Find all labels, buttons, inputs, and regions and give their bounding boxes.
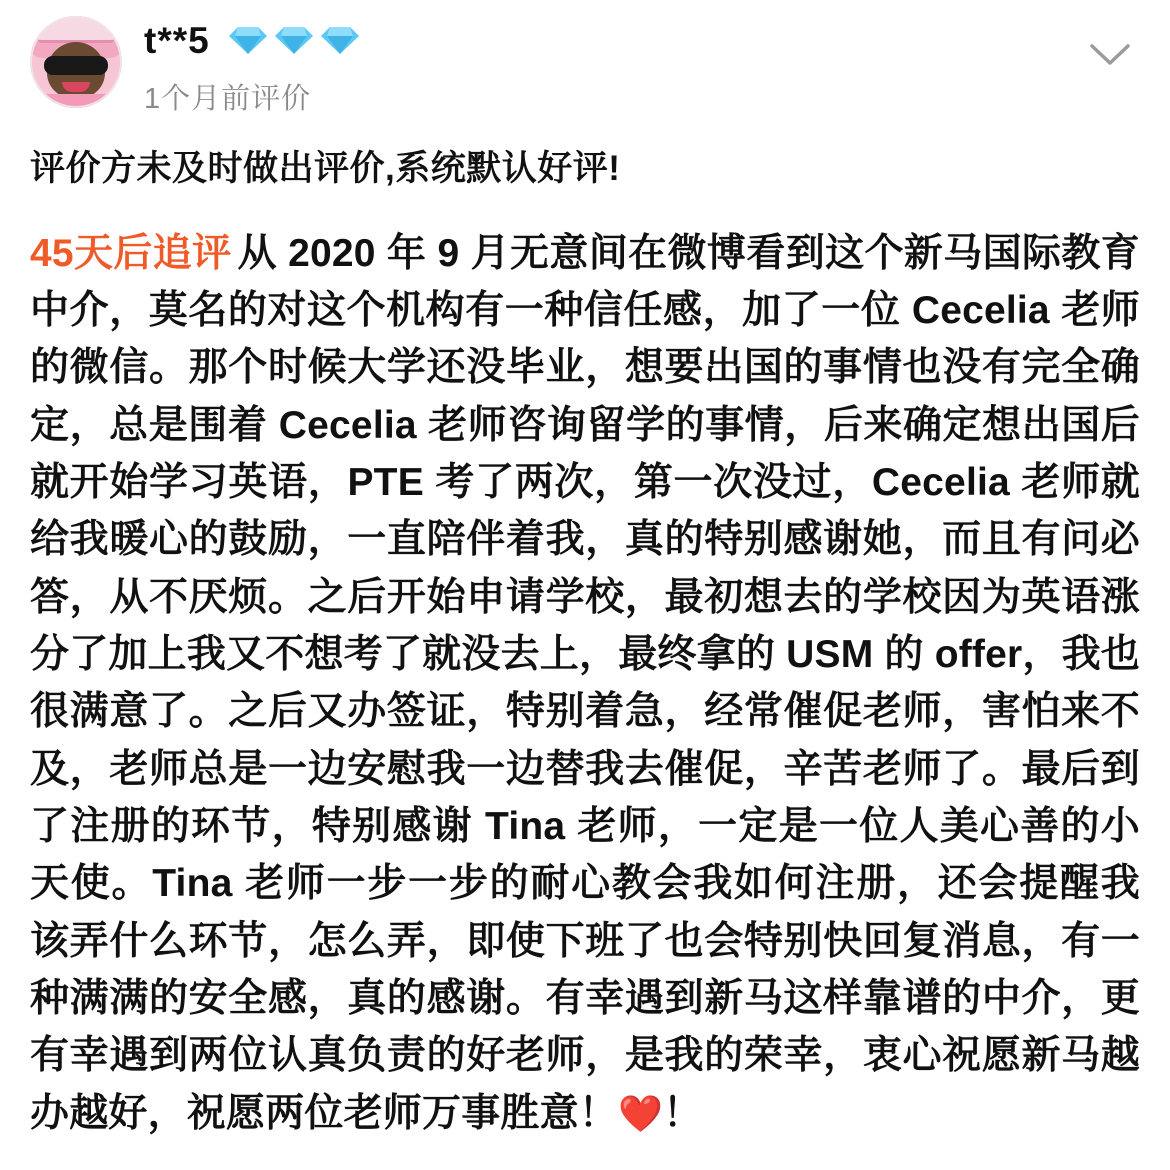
append-text: 从 2020 年 9 月无意间在微博看到这个新马国际教育中介，莫名的对这个机构有一种信任感，加了一位 Cecelia 老师的微信。那个时候大学还没毕业，想要出国的事情也没有完全确定，总是围着 Cecelia 老师咨询留学的事情，后来确定想出国后就开始学习英语，PTE 考了两次，第一次没过，Cecelia 老师就给我暖心的鼓励，一直陪伴着我，真的特别感谢她，而且有问必答，从不厌烦。之后开始申请学校，最初想去的学校因为英语涨分了加上我又不想考了就没去上，最终拿的 USM 的 offer，我也很满意了。之后又办签证，特别着急，经常催促老师，害怕来不及，老师总是一边安慰我一边替我去催促，辛苦老师了。最后到了注册的环节，特别感谢 Tina 老师，一定是一位人美心善的小天使。Tina 老师一步一步的耐心教会我如何注册，还会提醒我该弄什么环节，怎么弄，即使下班了也会特别快回复消息，有一种满满的安全感，真的感谢。有幸遇到新马这样靠谱的中介，更有幸遇到两位认真负责的好老师，是我的荣幸，衷心祝愿新马越办越好，祝愿两位老师万事胜意！ xyxy=(30,231,1140,1135)
review-time: 1个月前评价 xyxy=(144,83,312,115)
avatar-sunglasses xyxy=(44,56,108,75)
header-text xyxy=(144,14,360,117)
avatar-hat xyxy=(38,16,114,43)
heart-icon: ❤️ xyxy=(618,1092,664,1134)
append-label: 45天后追评 xyxy=(30,231,232,275)
name-row xyxy=(144,16,360,64)
diamond-icon xyxy=(228,25,268,55)
append-comment xyxy=(30,225,1140,1142)
review-header xyxy=(30,14,1140,117)
avatar[interactable] xyxy=(30,16,122,108)
append-tail: ！ xyxy=(663,1091,703,1135)
badge-group xyxy=(228,25,360,55)
avatar-collar xyxy=(30,94,122,108)
chevron-down-icon[interactable] xyxy=(1084,28,1136,80)
first-comment-text: 评价方未及时做出评价,系统默认好评! xyxy=(30,149,621,188)
diamond-icon xyxy=(274,25,314,55)
diamond-icon xyxy=(320,25,360,55)
user-name: t**5 xyxy=(144,19,210,61)
